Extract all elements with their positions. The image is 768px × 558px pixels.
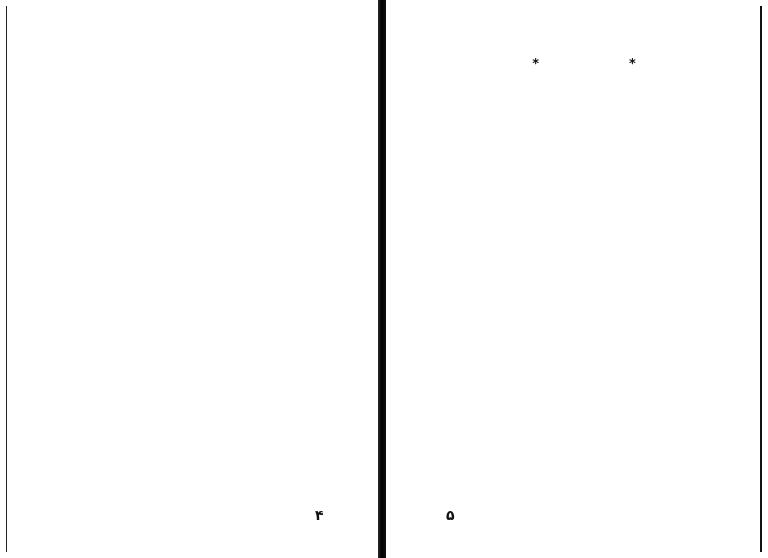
left-page-number: ۴ [315,508,324,524]
separator-star: * [629,57,636,72]
left-page-body [49,44,349,53]
book-gutter [378,0,386,558]
section-separator [434,55,734,74]
right-page [386,6,762,552]
left-page [6,6,378,552]
separator-star: * [532,57,539,72]
right-page-body [434,46,734,84]
right-page-number: ۵ [446,508,455,524]
